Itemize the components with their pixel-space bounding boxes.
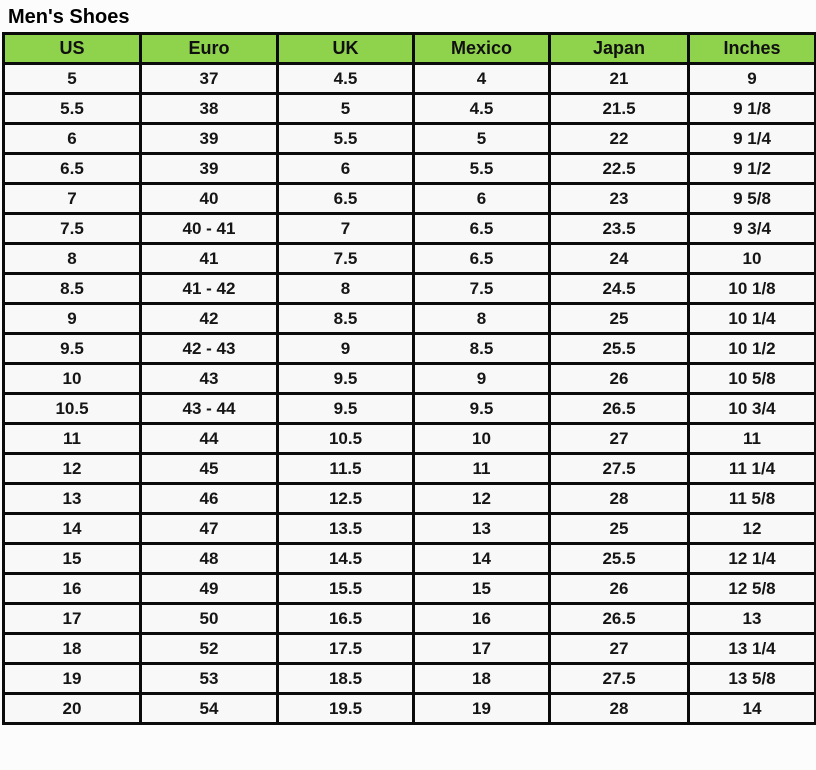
table-cell: 9 1/8: [689, 94, 816, 124]
table-cell: 8: [4, 244, 141, 274]
table-row: [4, 604, 816, 634]
table-cell: 13 5/8: [689, 664, 816, 694]
table-cell: 5: [414, 124, 550, 154]
table-cell: 10: [689, 244, 816, 274]
table-cell: 18: [414, 664, 550, 694]
table-row: [4, 514, 816, 544]
table-cell: 22.5: [550, 154, 689, 184]
table-cell: 7.5: [4, 214, 141, 244]
table-cell: 9 1/4: [689, 124, 816, 154]
column-header-us: US: [4, 34, 141, 64]
table-row: [4, 184, 816, 214]
table-cell: 27: [550, 424, 689, 454]
table-cell: 50: [141, 604, 278, 634]
table-cell: 19.5: [278, 694, 414, 724]
table-row: [4, 424, 816, 454]
column-header-mexico: Mexico: [414, 34, 550, 64]
table-cell: 11: [4, 424, 141, 454]
table-cell: 47: [141, 514, 278, 544]
table-cell: 18.5: [278, 664, 414, 694]
table-cell: 8.5: [4, 274, 141, 304]
table-cell: 14: [414, 544, 550, 574]
table-cell: 14.5: [278, 544, 414, 574]
table-cell: 12.5: [278, 484, 414, 514]
table-cell: 13: [689, 604, 816, 634]
table-cell: 12: [689, 514, 816, 544]
table-cell: 10 3/4: [689, 394, 816, 424]
table-cell: 22: [550, 124, 689, 154]
table-cell: 6: [414, 184, 550, 214]
table-row: [4, 124, 816, 154]
table-cell: 26.5: [550, 604, 689, 634]
table-cell: 39: [141, 124, 278, 154]
table-cell: 17: [4, 604, 141, 634]
table-cell: 26: [550, 364, 689, 394]
table-cell: 40 - 41: [141, 214, 278, 244]
table-cell: 26.5: [550, 394, 689, 424]
table-cell: 16: [414, 604, 550, 634]
table-cell: 43 - 44: [141, 394, 278, 424]
table-cell: 4: [414, 64, 550, 94]
table-cell: 9.5: [278, 394, 414, 424]
table-cell: 25.5: [550, 544, 689, 574]
table-cell: 10.5: [278, 424, 414, 454]
table-row: [4, 694, 816, 724]
table-cell: 24: [550, 244, 689, 274]
table-cell: 42: [141, 304, 278, 334]
table-cell: 9 3/4: [689, 214, 816, 244]
table-cell: 16: [4, 574, 141, 604]
table-row: [4, 454, 816, 484]
table-row: [4, 484, 816, 514]
table-cell: 4.5: [414, 94, 550, 124]
table-row: [4, 154, 816, 184]
table-cell: 19: [4, 664, 141, 694]
table-cell: 6.5: [278, 184, 414, 214]
table-cell: 41 - 42: [141, 274, 278, 304]
table-cell: 11 1/4: [689, 454, 816, 484]
table-cell: 46: [141, 484, 278, 514]
table-cell: 53: [141, 664, 278, 694]
table-row: [4, 64, 816, 94]
table-cell: 21: [550, 64, 689, 94]
table-cell: 11: [689, 424, 816, 454]
table-cell: 49: [141, 574, 278, 604]
table-cell: 9 5/8: [689, 184, 816, 214]
table-cell: 12 1/4: [689, 544, 816, 574]
table-cell: 37: [141, 64, 278, 94]
table-cell: 9.5: [4, 334, 141, 364]
table-cell: 12: [414, 484, 550, 514]
table-cell: 10 1/2: [689, 334, 816, 364]
table-cell: 9: [414, 364, 550, 394]
table-cell: 11.5: [278, 454, 414, 484]
table-cell: 8.5: [414, 334, 550, 364]
table-cell: 44: [141, 424, 278, 454]
table-cell: 5: [4, 64, 141, 94]
column-header-japan: Japan: [550, 34, 689, 64]
table-cell: 15.5: [278, 574, 414, 604]
table-cell: 5.5: [278, 124, 414, 154]
table-cell: 5.5: [414, 154, 550, 184]
table-cell: 28: [550, 484, 689, 514]
table-row: [4, 394, 816, 424]
table-cell: 9: [4, 304, 141, 334]
table-cell: 10: [4, 364, 141, 394]
table-row: [4, 634, 816, 664]
column-header-inches: Inches: [689, 34, 816, 64]
table-cell: 27.5: [550, 454, 689, 484]
table-cell: 5: [278, 94, 414, 124]
table-cell: 7: [4, 184, 141, 214]
table-cell: 15: [414, 574, 550, 604]
table-row: [4, 664, 816, 694]
table-row: [4, 94, 816, 124]
header-row: [4, 34, 816, 64]
table-row: [4, 214, 816, 244]
table-cell: 14: [689, 694, 816, 724]
column-header-uk: UK: [278, 34, 414, 64]
table-cell: 13: [4, 484, 141, 514]
table-cell: 7.5: [414, 274, 550, 304]
table-cell: 10 1/4: [689, 304, 816, 334]
table-row: [4, 334, 816, 364]
table-cell: 7.5: [278, 244, 414, 274]
table-cell: 26: [550, 574, 689, 604]
table-cell: 40: [141, 184, 278, 214]
table-row: [4, 304, 816, 334]
table-cell: 38: [141, 94, 278, 124]
table-cell: 41: [141, 244, 278, 274]
table-cell: 10.5: [4, 394, 141, 424]
table-cell: 54: [141, 694, 278, 724]
table-cell: 20: [4, 694, 141, 724]
table-cell: 9: [278, 334, 414, 364]
table-cell: 18: [4, 634, 141, 664]
table-cell: 9 1/2: [689, 154, 816, 184]
table-cell: 10: [414, 424, 550, 454]
table-cell: 9: [689, 64, 816, 94]
table-cell: 17: [414, 634, 550, 664]
table-cell: 4.5: [278, 64, 414, 94]
table-cell: 13: [414, 514, 550, 544]
table-cell: 12: [4, 454, 141, 484]
table-cell: 10 5/8: [689, 364, 816, 394]
table-cell: 9.5: [414, 394, 550, 424]
table-cell: 6.5: [4, 154, 141, 184]
table-cell: 15: [4, 544, 141, 574]
table-cell: 16.5: [278, 604, 414, 634]
table-cell: 23.5: [550, 214, 689, 244]
table-cell: 8: [414, 304, 550, 334]
table-cell: 52: [141, 634, 278, 664]
table-cell: 39: [141, 154, 278, 184]
table-cell: 10 1/8: [689, 274, 816, 304]
page-title: Men's Shoes: [8, 6, 130, 28]
table-cell: 17.5: [278, 634, 414, 664]
table-cell: 6: [4, 124, 141, 154]
table-row: [4, 244, 816, 274]
table-header: [4, 34, 816, 64]
table-row: [4, 274, 816, 304]
table-cell: 8.5: [278, 304, 414, 334]
table-cell: 6.5: [414, 214, 550, 244]
size-conversion-table: [2, 32, 816, 725]
table-cell: 8: [278, 274, 414, 304]
table-cell: 6: [278, 154, 414, 184]
table-cell: 27: [550, 634, 689, 664]
table-cell: 11: [414, 454, 550, 484]
table-cell: 19: [414, 694, 550, 724]
table-cell: 25.5: [550, 334, 689, 364]
table-cell: 28: [550, 694, 689, 724]
table-cell: 11 5/8: [689, 484, 816, 514]
table-cell: 6.5: [414, 244, 550, 274]
table-cell: 5.5: [4, 94, 141, 124]
table-cell: 45: [141, 454, 278, 484]
table-cell: 9.5: [278, 364, 414, 394]
table-cell: 25: [550, 514, 689, 544]
table-cell: 14: [4, 514, 141, 544]
table-cell: 13.5: [278, 514, 414, 544]
table-cell: 21.5: [550, 94, 689, 124]
table-cell: 27.5: [550, 664, 689, 694]
table-cell: 25: [550, 304, 689, 334]
table-cell: 24.5: [550, 274, 689, 304]
table-cell: 48: [141, 544, 278, 574]
table-cell: 23: [550, 184, 689, 214]
column-header-euro: Euro: [141, 34, 278, 64]
table-row: [4, 544, 816, 574]
table-row: [4, 574, 816, 604]
table-cell: 13 1/4: [689, 634, 816, 664]
table-cell: 7: [278, 214, 414, 244]
table-body: [4, 64, 816, 724]
table-cell: 12 5/8: [689, 574, 816, 604]
table-cell: 42 - 43: [141, 334, 278, 364]
table-row: [4, 364, 816, 394]
table-cell: 43: [141, 364, 278, 394]
